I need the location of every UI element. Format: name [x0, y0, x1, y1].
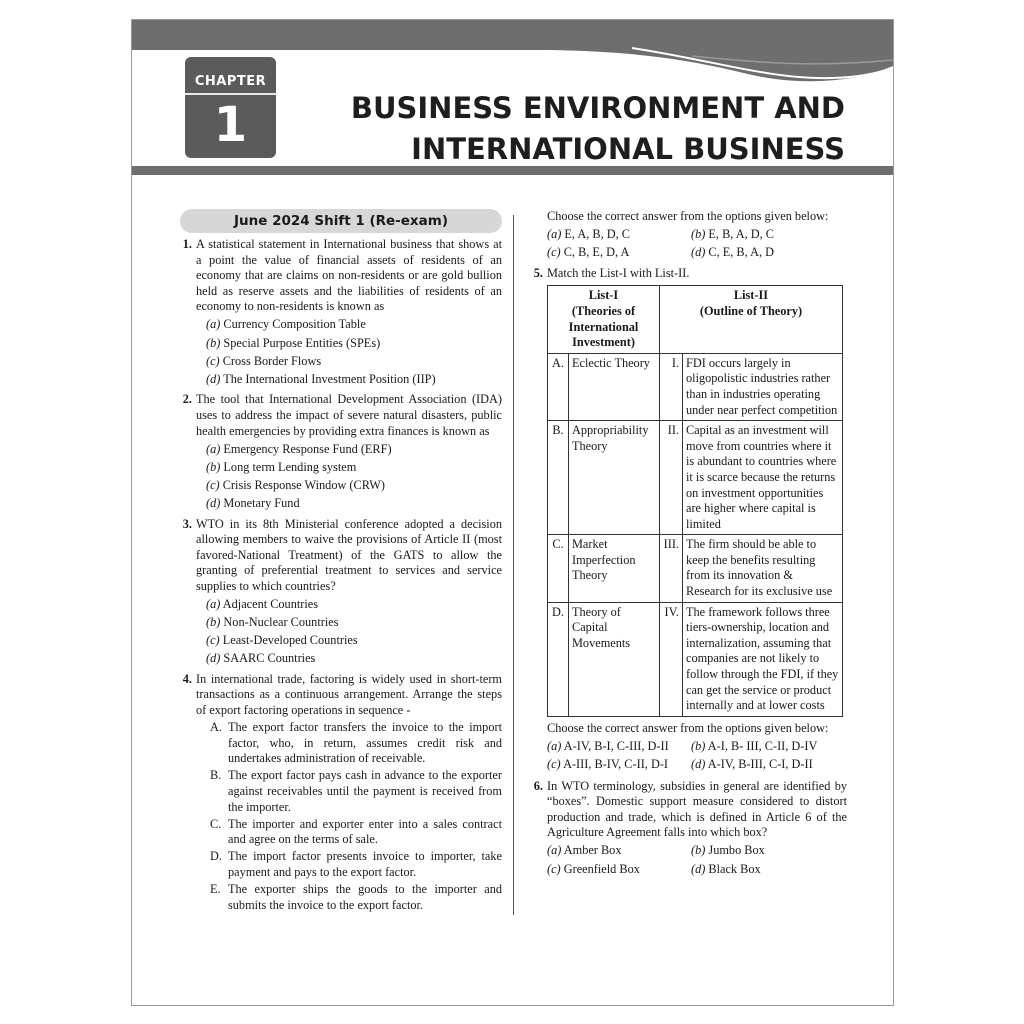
sequence-step: C. The importer and exporter enter into a sales contract and agree on the terms of sale. [210, 816, 502, 847]
answer-option-row: (c) A-III, B-IV, C-II, D-I (d) A-IV, B-III, C-I, D-II [547, 757, 813, 771]
choose-instruction: Choose the correct answer from the options given below: [547, 720, 829, 735]
answer-option: (b) Special Purpose Entities (SPEs) [206, 335, 381, 350]
answer-option: (b) Non-Nuclear Countries [206, 615, 339, 630]
answer-option: (a) Adjacent Countries [206, 596, 319, 611]
list-1-header: List-I (Theories of International Investment) [548, 286, 660, 353]
question-number: 1. [182, 237, 192, 251]
answer-option: (c) Least-Developed Countries [206, 633, 358, 648]
table-header-row [548, 286, 843, 353]
question-text: The tool that International Development Association (IDA) uses to address the impact of severe natural disasters, public health emergencies by providing extra finances is known as [196, 392, 502, 438]
answer-option: (d) Monetary Fund [206, 495, 300, 510]
sequence-step: E. The exporter ships the goods to the importer and submits the invoice to the export factor. [210, 882, 502, 912]
question-4-choices [535, 209, 847, 261]
question-1 [180, 237, 502, 387]
match-table [547, 285, 843, 716]
question-4 [180, 672, 502, 913]
session-heading: June 2024 Shift 1 (Re-exam) [180, 209, 502, 233]
chapter-title-line-1: BUSINESS ENVIRONMENT AND [350, 91, 845, 125]
chapter-badge [185, 57, 276, 158]
chapter-title-line-2: INTERNATIONAL BUSINESS [411, 132, 845, 166]
table-row: A. Eclectic Theory I. FDI occurs largely in oligopolistic industries rather than in industries operating under near perfect competition [548, 353, 843, 420]
document-page [131, 19, 894, 1006]
choose-instruction: Choose the correct answer from the options given below: [547, 209, 829, 223]
sequence-step: D. The import factor presents invoice to importer, take payment and pays to the export factor. [210, 849, 502, 879]
table-row: C. Market Imperfection Theory III. The firm should be able to keep the benefits resulting from its innovation & Research for its exclusive use [548, 535, 843, 602]
answer-option-row: (a) E, A, B, D, C (b) E, B, A, D, C [547, 227, 775, 242]
answer-option: (d) SAARC Countries [206, 651, 316, 666]
answer-option: (a) Currency Composition Table [206, 317, 366, 332]
table-row: D. Theory of Capital Movements IV. The framework follows three tiers-ownership, location and internalization, assuming that companies are not likely to follow through the FDI, if they can get the service or product internally and at lower costs [548, 602, 843, 716]
question-number: 2. [182, 392, 192, 407]
sequence-step: A. The export factor transfers the invoice to the import factor, who, in return, assumes credit risk and undertakes administration of receivable. [210, 720, 502, 766]
answer-option-row: (a) Amber Box (b) Jumbo Box [547, 843, 765, 858]
answer-option-row: (c) C, B, E, D, A (d) C, E, B, A, D [547, 245, 775, 260]
question-3 [180, 517, 502, 667]
list-2-header: List-II (Outline of Theory) [660, 286, 843, 353]
question-2 [180, 392, 502, 511]
question-text: In WTO terminology, subsidies in general are identified by “boxes”. Domestic support measure considered to distort production and trade, which is defined in Article 6 of the Agriculture Agreement falls into which box? [547, 778, 847, 840]
question-text: A statistical statement in International business that shows at a point the value of financial assets of residents of an economy that are claims on non-residents or are gold bullion held as reserve assets and the liabilities of residents of an economy to non-residents is known as [196, 237, 502, 314]
answer-option: (d) The International Investment Position (IIP) [206, 371, 436, 386]
answer-option: (b) Long term Lending system [206, 459, 357, 474]
question-text: In international trade, factoring is widely used in short-term transactions as a continuous arrangement. Arrange the steps of export factoring operations in sequence - [196, 671, 502, 718]
question-number: 3. [182, 516, 192, 531]
right-column [535, 209, 847, 877]
chapter-label: CHAPTER [194, 74, 267, 89]
question-5 [535, 266, 847, 773]
answer-option-row: (c) Greenfield Box (d) Black Box [547, 861, 761, 876]
answer-option: (a) Emergency Response Fund (ERF) [206, 441, 392, 456]
question-number: 4. [182, 671, 192, 686]
question-6 [535, 779, 847, 878]
answer-option-row: (a) A-IV, B-I, C-III, D-II (b) A-I, B- III, C-II, D-IV [547, 738, 818, 753]
column-divider [513, 215, 514, 915]
question-number: 5. [533, 265, 543, 280]
answer-option: (c) Cross Border Flows [206, 353, 322, 368]
answer-option: (c) Crisis Response Window (CRW) [206, 477, 385, 492]
sequence-step: B. The export factor pays cash in advance to the exporter against receivables until the payment is received from the importer. [210, 768, 502, 814]
table-row: B. Appropriability Theory II. Capital as an investment will move from countries where it is abundant to countries where it is scarce because the returns on investment opportunities are higher where capital is limited [548, 421, 843, 535]
left-column [180, 209, 502, 913]
question-number: 6. [533, 778, 543, 793]
question-text: WTO in its 8th Ministerial conference adopted a decision allowing members to waive the provisions of Article II (most favored-National Treatment) of the GATS to allow the granting of preferential treatment to services and service supplies to which countries? [196, 516, 502, 593]
question-text: Match the List-I with List-II. [547, 265, 690, 280]
chapter-number: 1 [213, 97, 248, 153]
chapter-title [305, 88, 845, 170]
